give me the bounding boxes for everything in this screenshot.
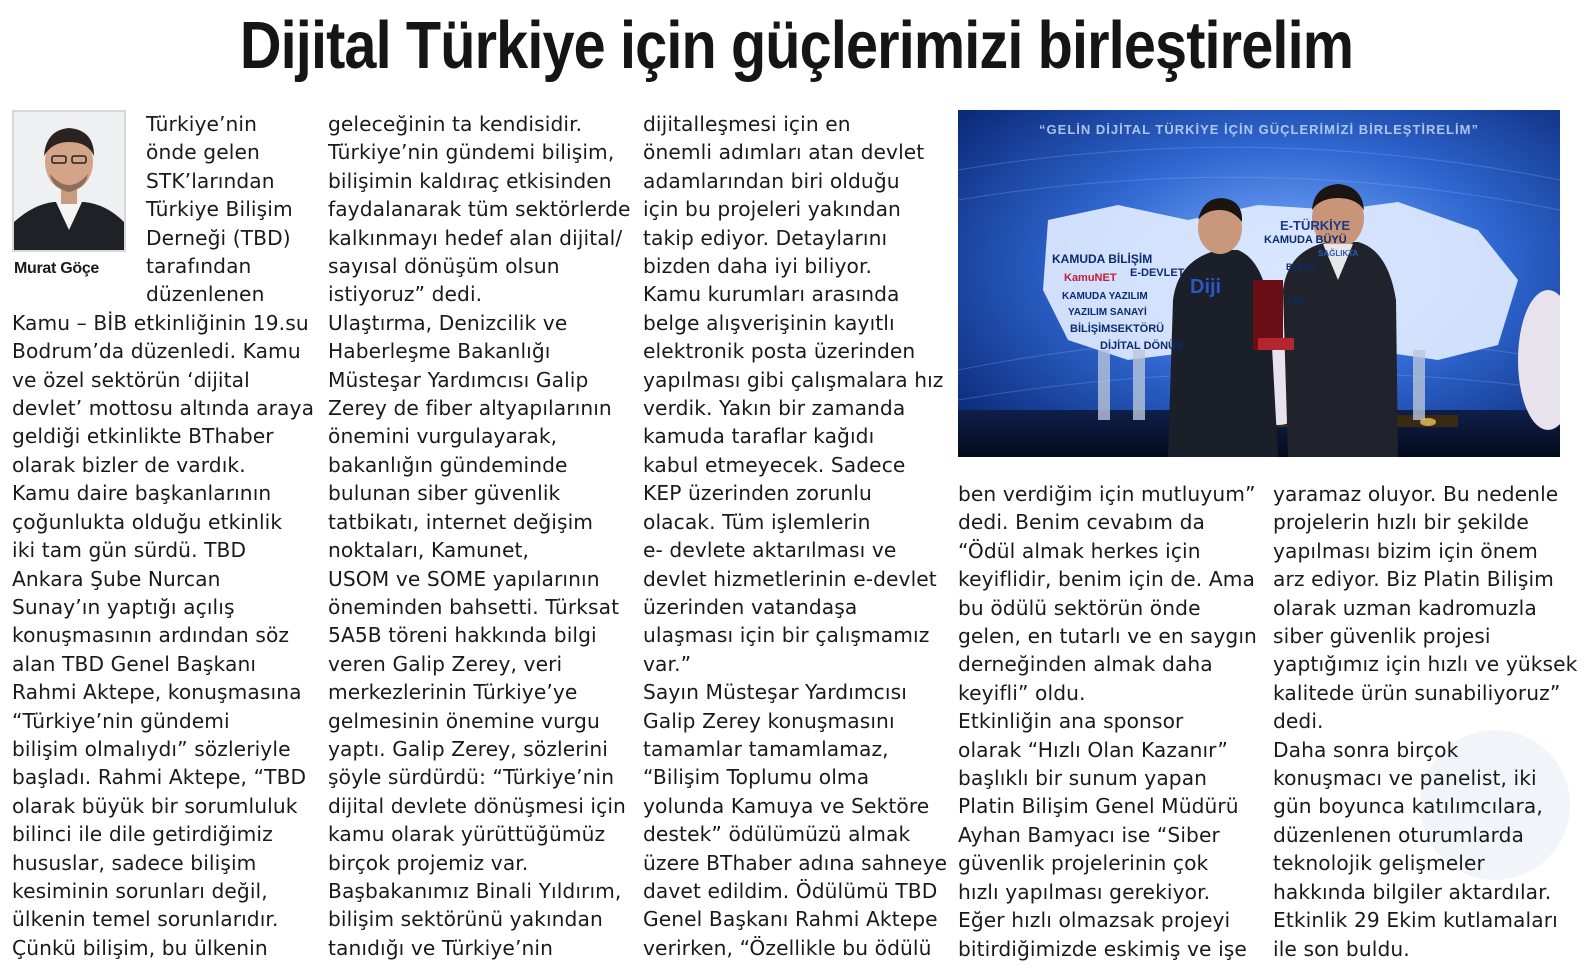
text-line: geleceğinin ta kendisidir. — [328, 112, 583, 136]
text-line: ülkenin temel sorunlarıdır. — [12, 907, 279, 932]
text-line: gelmesinin önemine vurgu — [328, 708, 600, 733]
text-line: Eğer hızlı olmazsak projeyi — [958, 908, 1231, 933]
column-3 — [643, 110, 948, 962]
text-line: veren Galip Zerey, veri — [328, 651, 563, 676]
column-4 — [958, 480, 1258, 963]
photo-banner-text: “GELİN DİJİTAL TÜRKİYE İÇİN GÜÇLERİMİZİ BİRLEŞTİRELİM” — [1039, 122, 1479, 137]
text-line: Galip Zerey konuşmasını — [643, 708, 895, 733]
text-line: verdik. Yakın bir zamanda — [643, 396, 906, 421]
map-word: UD — [1288, 296, 1304, 308]
text-line: konuşmacı ve panelist, iki — [1273, 766, 1537, 791]
text-line: USOM ve SOME yapılarının — [328, 566, 600, 591]
map-word: DİJİTAL DÖNÜŞ — [1100, 340, 1184, 352]
text-line: Sunay’ın yaptığı açılış — [12, 594, 235, 619]
text-line: olarak bizler de vardık. — [12, 452, 246, 477]
text-line: önemini vurgulayarak, — [328, 424, 558, 449]
text-line: hakkında bilgiler aktardılar. — [1273, 879, 1552, 904]
text-line: iki tam gün sürdü. TBD — [12, 538, 247, 563]
text-line: keyifli” oldu. — [958, 680, 1086, 705]
text-line: Zerey de fiber altyapılarının — [328, 396, 612, 421]
text-line: devlet’ mottosu altında araya — [12, 396, 315, 421]
text-line: tatbikatı, internet değişim — [328, 509, 594, 534]
text-line: Bodrum’da düzenledi. Kamu — [12, 339, 301, 364]
text-line: Başbakanımız Binali Yıldırım, — [328, 878, 622, 903]
text-line: Rahmi Aktepe, konuşmasına — [12, 680, 302, 705]
column-2 — [328, 110, 631, 962]
column-1 — [12, 110, 315, 962]
text-line: Etkinlik 29 Ekim kutlamaları — [1273, 908, 1558, 933]
text-line: belge alışverişinin kayıtlı — [643, 310, 895, 335]
text-line: faydalanarak tüm sektörlerde — [328, 197, 631, 222]
text-line: bilinci ile dile getirdiğimiz — [12, 822, 273, 847]
text-line: başlıklı bir sunum yapan — [958, 766, 1208, 791]
text-line: Derneği (TBD) — [146, 225, 291, 250]
text-line: konuşmasının ardından söz — [12, 623, 290, 648]
text-line: Etkinliğin ana sponsor — [958, 709, 1184, 734]
text-line: çoğunlukta olduğu etkinlik — [12, 509, 283, 534]
text-line: tamamlar tamamlamaz, — [643, 736, 889, 761]
text-line: Genel Başkanı Rahmi Aktepe — [643, 907, 938, 932]
text-line: dedi. Benim cevabım da — [958, 510, 1205, 535]
text-line: projelerin hızlı bir şekilde — [1273, 510, 1529, 535]
map-word: Diji — [1190, 276, 1222, 298]
map-word: KAMUDA BÜYÜ — [1264, 234, 1347, 246]
text-line: tanıdığı ve Türkiye’nin — [328, 935, 553, 960]
text-line: dijital devlete dönüşmesi için — [328, 793, 626, 818]
text-line: dijitalleşmesi için en — [643, 112, 851, 136]
text-line: ve özel sektörün ‘dijital — [12, 367, 250, 392]
map-word: BİLİŞİMSEKTÖRÜ — [1070, 323, 1165, 335]
text-line: siber güvenlik projesi — [1273, 624, 1491, 649]
text-line: olarak “Hızlı Olan Kazanır” — [958, 737, 1228, 762]
text-line: olacak. Tüm işlemlerin — [643, 509, 871, 534]
text-line: bitirdiğimizde eskimiş ve işe — [958, 936, 1247, 961]
text-line: takip ediyor. Detaylarını — [643, 225, 888, 250]
text-line: şöyle sürdürdü: “Türkiye’nin — [328, 765, 615, 790]
text-line: istiyoruz” dedi. — [328, 282, 483, 307]
text-line: önde gelen — [146, 140, 260, 165]
text-line: ben verdiğim için mutluyum” — [958, 482, 1256, 506]
column-5 — [1273, 480, 1578, 963]
text-line: var.” — [643, 651, 692, 676]
text-line: Türkiye’nin gündemi bilişim, — [328, 140, 615, 165]
text-line: verirken, “Özellikle bu ödülü — [643, 935, 932, 960]
text-line: “Bilişim Toplumu olma — [643, 765, 870, 790]
text-line: önemli adımları atan devlet — [643, 140, 925, 165]
text-line: üzere BThaber adına sahneye — [643, 850, 948, 875]
text-line: üzerinden vatandaşa — [643, 594, 858, 619]
text-line: gün boyunca katılımcılara, — [1273, 794, 1543, 819]
text-line: kalitede ürün sunabiliyoruz” — [1273, 680, 1561, 705]
text-line: adamlarından biri olduğu — [643, 168, 900, 193]
map-word: KAMUDA YAZILIM — [1062, 291, 1148, 302]
text-line: yapılması gibi çalışmalara hız — [643, 367, 944, 392]
text-line: “Türkiye’nin gündemi — [12, 708, 230, 733]
text-line: bizden daha iyi biliyor. — [643, 254, 873, 279]
text-line: Müsteşar Yardımcısı Galip — [328, 367, 589, 392]
map-word: E-DEVLET — [1130, 267, 1185, 279]
text-line: kabul etmeyecek. Sadece — [643, 452, 906, 477]
text-line: merkezlerinin Türkiye’ye — [328, 680, 578, 705]
text-line: keyiflidir, benim için de. Ama — [958, 567, 1255, 592]
text-line: başladı. Rahmi Aktepe, “TBD — [12, 765, 307, 790]
event-photo-scene — [958, 110, 1560, 457]
text-line: kesiminin sorunları değil, — [12, 878, 268, 903]
map-word: YAZILIM SANAYİ — [1068, 307, 1147, 318]
text-line: Ankara Şube Nurcan — [12, 566, 221, 591]
text-line: Türkiye Bilişim — [146, 197, 293, 222]
text-line: yaptığımız için hızlı ve yüksek — [1273, 652, 1578, 677]
text-line: sayısal dönüşüm olsun — [328, 254, 560, 279]
text-line: “Ödül almak herkes için — [958, 538, 1201, 563]
text-line: bilişim sektörünü yakından — [328, 907, 603, 932]
text-line: Haberleşme Bakanlığı — [328, 339, 551, 364]
text-line: e- devlete aktarılması ve — [643, 538, 897, 563]
text-line: güvenlik projelerinin çok — [958, 851, 1209, 876]
text-line: noktaları, Kamunet, — [328, 538, 530, 563]
text-line: yaptı. Galip Zerey, sözlerini — [328, 736, 608, 761]
text-line: bilişim olmalıydı” sözleriyle — [12, 736, 291, 761]
text-line: düzenlenen oturumlarda — [1273, 822, 1525, 847]
text-line: yapılması bizim için önem — [1273, 538, 1538, 563]
text-line: Türkiye’nin — [146, 112, 258, 136]
map-word: BULUT — [1286, 262, 1317, 272]
text-line: Sayın Müsteşar Yardımcısı — [643, 680, 907, 705]
text-line: Kamu – BİB etkinliğinin 19.su — [12, 310, 309, 335]
text-line: kamuda taraflar kağıdı — [643, 424, 875, 449]
text-line: KEP üzerinden zorunlu — [643, 481, 872, 506]
text-line: hızlı yapılması gerekiyor. — [958, 879, 1211, 904]
text-line: ulaşması için bir çalışmamız — [643, 623, 930, 648]
text-line: birçok projemiz var. — [328, 850, 529, 875]
author-name: Murat Göçe — [14, 260, 100, 277]
text-line: elektronik posta üzerinden — [643, 339, 916, 364]
text-line: kalkınmayı hedef alan dijital/ — [328, 225, 623, 250]
text-line: bulunan siber güvenlik — [328, 481, 561, 506]
text-line: arz ediyor. Biz Platin Bilişim — [1273, 567, 1554, 592]
text-line: olarak uzman kadromuzla — [1273, 595, 1537, 620]
text-line: Çünkü bilişim, bu ülkenin — [12, 935, 268, 960]
text-line: için bu projeleri yakından — [643, 197, 901, 222]
text-line: ile son buldu. — [1273, 936, 1410, 961]
text-line: Ayhan Bamyacı ise “Siber — [958, 822, 1220, 847]
map-word: KAMUDA BİLİŞİM — [1052, 252, 1153, 266]
map-word: SAĞLIKTA — [1318, 249, 1359, 258]
text-line: geldiği etkinlikte BThaber — [12, 424, 274, 449]
text-line: STK’larından — [146, 168, 275, 193]
text-line: hususlar, sadece bilişim — [12, 850, 257, 875]
text-line: olarak büyük bir sorumluluk — [12, 793, 298, 818]
text-line: Kamu daire başkanlarının — [12, 481, 272, 506]
text-line: tarafından — [146, 254, 252, 279]
text-line: teknolojik gelişmeler — [1273, 851, 1485, 876]
text-line: yolunda Kamuya ve Sektöre — [643, 793, 930, 818]
text-line: dedi. — [1273, 709, 1324, 734]
text-line: Ulaştırma, Denizcilik ve — [328, 310, 568, 335]
article-headline: Dijital Türkiye için güçlerimizi birleştirelim — [239, 8, 1354, 83]
text-line: bilişimin kaldıraç etkisinden — [328, 168, 612, 193]
text-line: derneğinden almak daha — [958, 652, 1213, 677]
text-line: kamu olarak yürüttüğümüz — [328, 822, 606, 847]
text-line: bu ödülü sektörün önde — [958, 595, 1201, 620]
text-line: 5A5B töreni hakkında bilgi — [328, 623, 597, 648]
text-line: Kamu kurumları arasında — [643, 282, 900, 307]
text-line: alan TBD Genel Başkanı — [12, 651, 257, 676]
text-line: destek” ödülümüzü almak — [643, 822, 911, 847]
text-line: bakanlığın gündeminde — [328, 452, 568, 477]
event-photo — [958, 110, 1560, 457]
map-word: KamuNET — [1064, 272, 1117, 284]
map-word: E-TÜRKİYE — [1280, 218, 1351, 233]
text-line: Platin Bilişim Genel Müdürü — [958, 794, 1239, 819]
text-line: yaramaz oluyor. Bu nedenle — [1273, 482, 1559, 506]
text-line: devlet hizmetlerinin e-devlet — [643, 566, 937, 591]
text-line: düzenlenen — [146, 282, 265, 307]
text-line: öneminden bahsetti. Türksat — [328, 594, 620, 619]
text-line: Daha sonra birçok — [1273, 737, 1459, 762]
text-line: davet edildim. Ödülümü TBD — [643, 878, 938, 903]
text-line: gelen, en tutarlı ve en saygın — [958, 624, 1257, 649]
